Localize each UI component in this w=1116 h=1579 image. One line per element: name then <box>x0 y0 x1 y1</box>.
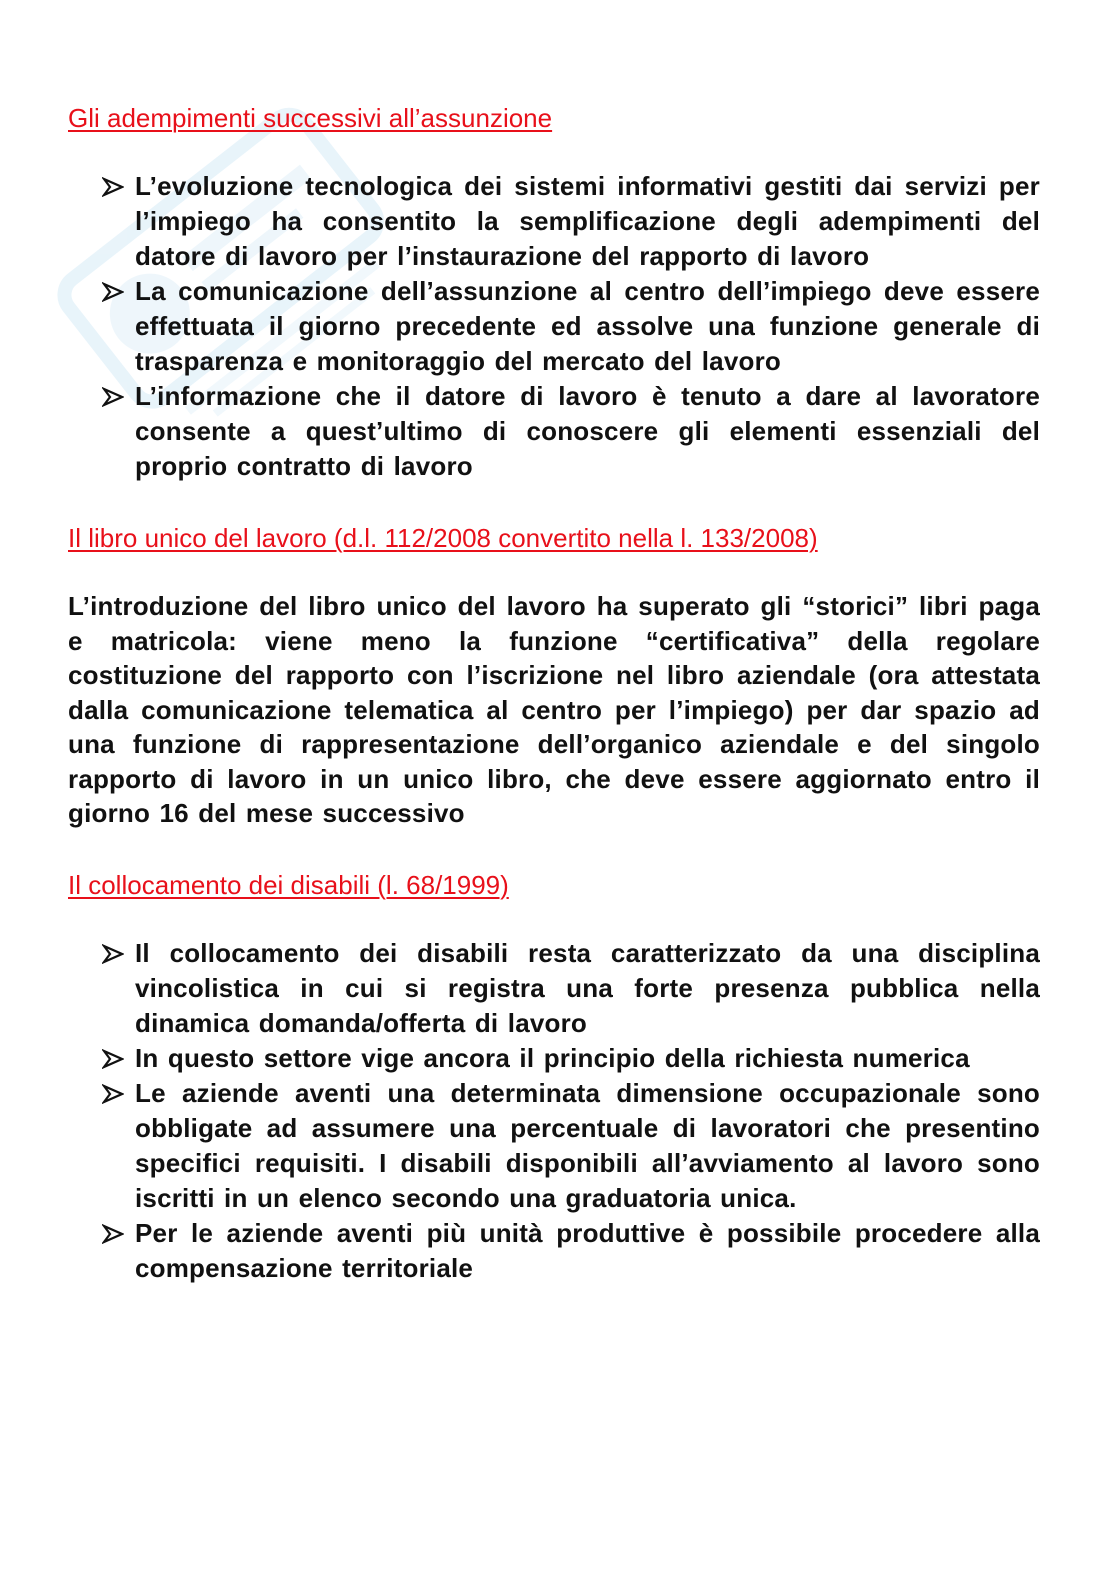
section-heading-adempimenti: Gli adempimenti successivi all’assunzione <box>68 103 553 133</box>
list-item-text: Il collocamento dei disabili resta caratterizzato da una disciplina vincolistica in cui si registra una forte presenza pubblica nella dinamica domanda/offerta di lavoro <box>135 937 1040 1038</box>
arrow-bullet-icon <box>102 387 124 407</box>
arrow-bullet-icon <box>102 1224 124 1244</box>
list-item-text: In questo settore vige ancora il principio della richiesta numerica <box>135 1042 970 1073</box>
bullet-list-adempimenti <box>68 169 1040 484</box>
list-item-text: Per le aziende aventi più unità produttive è possibile procedere alla compensazione territoriale <box>135 1217 1040 1283</box>
list-item-text: Le aziende aventi una determinata dimensione occupazionale sono obbligate ad assumere una percentuale di lavoratori che presentino specifici requisiti. I disabili disponibili all’avviamento al lavoro sono iscritti in un elenco secondo una graduatoria unica. <box>135 1077 1040 1213</box>
list-item-text: L’evoluzione tecnologica dei sistemi informativi gestiti dai servizi per l’impiego ha consentito la semplificazione degli adempimenti del datore di lavoro per l’instaurazione del rapporto di lavoro <box>135 171 1040 271</box>
list-item <box>102 1216 1040 1286</box>
list-item-text: L’informazione che il datore di lavoro è tenuto a dare al lavoratore consente a quest’ultimo di conoscere gli elementi essenziali del proprio contratto di lavoro <box>135 381 1040 481</box>
list-item <box>102 379 1040 484</box>
list-item <box>102 1076 1040 1216</box>
document-page <box>68 100 1040 1286</box>
arrow-bullet-icon <box>102 944 124 964</box>
list-item <box>102 936 1040 1041</box>
arrow-bullet-icon <box>102 177 124 197</box>
arrow-bullet-icon <box>102 1049 124 1069</box>
section-heading-libro-unico: Il libro unico del lavoro (d.l. 112/2008 convertito nella l. 133/2008) <box>68 523 818 553</box>
arrow-bullet-icon <box>102 1084 124 1104</box>
arrow-bullet-icon <box>102 282 124 302</box>
paragraph-libro-unico: L’introduzione del libro unico del lavoro ha superato gli “storici” libri paga e matricola: viene meno la funzione “certificativa” della regolare costituzione del rapporto con l’iscrizione nel libro aziendale (ora attestata dalla comunicazione telematica al centro per l’impiego) per dar spazio ad una funzione di rappresentazione dell’organico aziendale e del singolo rapporto di lavoro in un unico libro, che deve essere aggiornato entro il giorno 16 del mese successivo <box>68 591 1040 828</box>
list-item <box>102 274 1040 379</box>
section-heading-disabili: Il collocamento dei disabili (l. 68/1999) <box>68 869 509 900</box>
list-item-text: La comunicazione dell’assunzione al centro dell’impiego deve essere effettuata il giorno precedente ed assolve una funzione generale di trasparenza e monitoraggio del mercato del lavoro <box>135 276 1040 376</box>
list-item <box>102 1041 1040 1076</box>
list-item <box>102 169 1040 274</box>
bullet-list-disabili <box>68 936 1040 1286</box>
